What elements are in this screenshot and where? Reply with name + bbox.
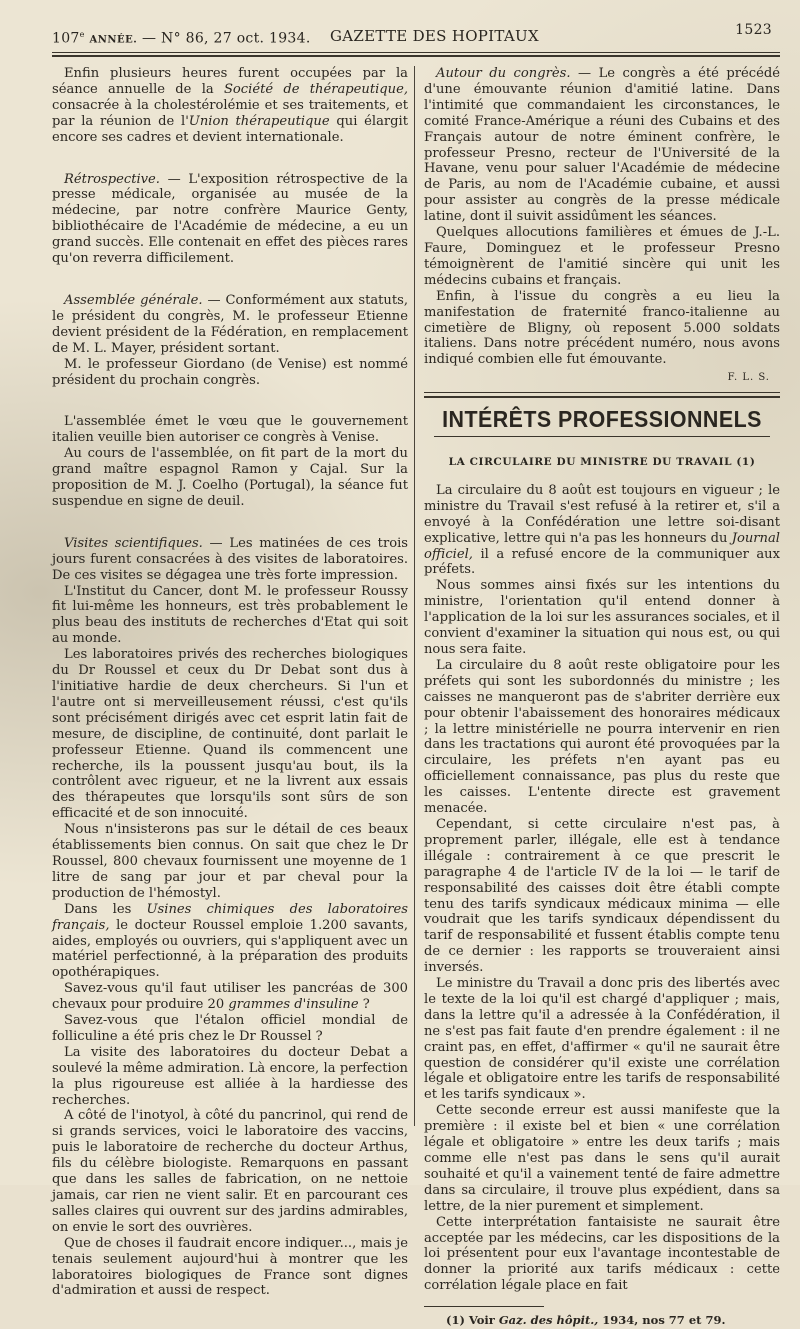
section-rule <box>424 392 780 393</box>
paragraph: Cette interprétation fantaisiste ne saurait être acceptée par les médecins, car les dispositions de la loi présentent pour eux l'avantage incontestable de donner la priorité aux tarifs médicaux : cette corrélation légale place en fait <box>424 1214 780 1294</box>
paragraph: Cette seconde erreur est aussi manifeste que la première : il existe bel et bien « une corrélation légale et obligatoire » entre les deux tarifs ; mais comme elle n'est pas dans le sens qu'il aurait souhaité et qu'il a vainement tenté de faire admettre dans sa circulaire, il trouve plus expédient, dans sa lettre, de la nier purement et simplement. <box>424 1103 780 1214</box>
paragraph: Enfin plusieurs heures furent occupées par la séance annuelle de la Société de thérapeutique, consacrée à la cholestérolémie et ses traitements, et par la réunion de l'Union thérapeutique qui élargit encore ses cadres et devient internationale. <box>52 66 408 145</box>
paragraph: Les laboratoires privés des recherches biologiques du Dr Roussel et ceux du Dr Debat sont dus à l'initiative hardie de deux chercheurs. Si l'un et l'autre ont si merveilleusement réussi, c'est qu'ils sont précisément dirigés avec cet esprit latin fait de mesure, de discipline, de continuité, dont parlait le professeur Etienne. Quand ils commencent une recherche, ils la poussent jusqu'au bout, ils la contrôlent avec rigueur, et ne la livrent aux essais des thérapeutes que lorsqu'ils sont sûrs de son efficacité et de son innocuité. <box>52 647 408 822</box>
title-underline <box>434 436 770 437</box>
footnote-rule <box>424 1306 544 1307</box>
paragraph: Enfin, à l'issue du congrès a eu lieu la manifestation de fraternité franco-italienne au cimetière de Bligny, où reposent 5.000 soldats italiens. Dans notre précédent numéro, nous avons indiqué combien elle fut émouvante. <box>424 288 780 368</box>
signature: F. L. S. <box>727 372 770 384</box>
paragraph: La circulaire du 8 août est toujours en vigueur ; le ministre du Travail s'est refusé à la retirer et, s'il a envoyé à la Confédération une lettre soi-disant explicative, lettre qui n'a pas les honneurs du Journal officiel, il a refusé encore de la communiquer aux préfets. <box>424 482 780 578</box>
header-rule-double <box>52 55 780 57</box>
paragraph: Que de choses il faudrait encore indiquer..., mais je tenais seulement aujourd'hui à montrer que les laboratoires biologiques de France sont dignes d'admiration et aussi de respect. <box>52 1235 408 1299</box>
header-rule <box>52 52 780 53</box>
paragraph: Quelques allocutions familières et émues de J.-L. Faure, Dominguez et le professeur Presno témoignèrent de l'amitié sincère qui unit les médecins cubains et français. <box>424 225 780 288</box>
paragraph-assemblee: Assemblée générale. — Conformément aux statuts, le président du congrès, M. le professeur Etienne devient président de la Fédération, en remplacement de M. L. Mayer, président sortant. <box>52 292 408 356</box>
paragraph: Cependant, si cette circulaire n'est pas, à proprement parler, illégale, elle est à tendance illégale : contrairement à ce que prescrit le paragraphe 4 de l'article IV de la loi — le tarif de responsabilité des caisses doit être établi compte tenu des tarifs syndicaux médicaux minima — elle voudrait que les tarifs syndicaux dépendissent du tarif de responsabilité et fussent établis compte tenu de ce dernier : les rapports se trouveraient ainsi inversés. <box>424 816 780 976</box>
paragraph: Nous n'insisterons pas sur le détail de ces beaux établissements bien connus. On sait que chez le Dr Roussel, 800 chevaux fournissent une moyenne de 1 litre de sang par jour et par cheval pour la production de l'hémostyl. <box>52 822 408 901</box>
paragraph-autour: Autour du congrès. — Le congrès a été précédé d'une émouvante réunion d'amitié latine. Dans l'intimité que commandaient les circonstances, le comité France-Amérique a réuni des Cubains et des Français autour de notre éminent confrère, le professeur Presno, recteur de l'Université de la Havane, venu pour saluer l'Académie de médecine de Paris, au nom de l'Académie cubaine, et aussi pour assister au congrès de la presse médicale latine, dont il suivit assidûment les séances. <box>424 66 780 225</box>
article-subhead: LA CIRCULAIRE DU MINISTRE DU TRAVAIL (1) <box>448 456 756 469</box>
paragraph: La circulaire du 8 août reste obligatoire pour les préfets qui sont les subordonnés du ministre ; les caisses ne manqueront pas de s'abriter derrière eux pour obtenir l'abaissement des honoraires médicaux ; la lettre ministérielle ne pourra intervenir en rien dans les tractations qui auront été provoquées par la circulaire, les préfets n'en ayant pas eu officiellement connaissance, pas plus du reste que les caisses. L'entente directe est gravement menacée. <box>424 657 780 817</box>
paragraph: Nous sommes ainsi fixés sur les intentions du ministre, l'orientation qu'il entend donner à l'application de la loi sur les assurances sociales, et il convient d'examiner la situation qui nous est, ou qui nous sera faite. <box>424 578 780 657</box>
paragraph: Au cours de l'assemblée, on fit part de la mort du grand maître espagnol Ramon y Cajal. Sur la proposition de M. J. Coelho (Portugal), la séance fut suspendue en signe de deuil. <box>52 446 408 509</box>
paragraph: Savez-vous que l'étalon officiel mondial de folliculine a été pris chez le Dr Roussel ? <box>52 1013 408 1044</box>
column-divider <box>414 66 415 1126</box>
page-number: 1523 <box>735 22 772 38</box>
footnote: (1) Voir Gaz. des hôpit., 1934, nos 77 et 79. <box>446 1313 726 1328</box>
paragraph: Le ministre du Travail a donc pris des libertés avec le texte de la loi qu'il est chargé d'appliquer ; mais, dans la lettre qu'il a adressée à la Confédération, il ne s'est pas fait faute d'en prendre également : il ne craint pas, en effet, d'affirmer « qu'il ne saurait être question de considérer qu'il existe une corrélation légale et obligatoire entre les tarifs de responsabilité et les tarifs syndicaux ». <box>424 976 780 1103</box>
paragraph: Dans les Usines chimiques des laboratoires français, le docteur Roussel emploie 1.200 savants, aides, employés ou ouvriers, qui s'appliquent avec un matériel perfectionné, à la préparation des produits opothérapiques. <box>52 901 408 981</box>
page-header <box>52 22 780 50</box>
paragraph-visites: Visites scientifiques. — Les matinées de ces trois jours furent consacrées à des visites de laboratoires. De ces visites se dégagea une très forte impression. <box>52 535 408 583</box>
paragraph-retrospective: Rétrospective. — L'exposition rétrospective de la presse médicale, organisée au musée de la médecine, par notre confrère Maurice Genty, bibliothécaire de l'Académie de médecine, a eu un grand succès. Elle contenait en effet des pièces rares qu'on reverra difficilement. <box>52 171 408 267</box>
paragraph: A côté de l'inotyol, à côté du pancrinol, qui rend de si grands services, voici le laboratoire des vaccins, puis le laboratoire de recherche du docteur Arthus, fils du célèbre biologiste. Remarquons en passant que dans les salles de fabrication, on ne nettoie jamais, car rien ne vient salir. Et en parcourant ces salles claires qui ouvrent sur des jardins admirables, on envie le sort des ouvrières. <box>52 1108 408 1235</box>
paragraph: L'assemblée émet le vœu que le gouvernement italien veuille bien autoriser ce congrès à Venise. <box>52 414 408 446</box>
journal-title: GAZETTE DES HOPITAUX <box>330 27 539 45</box>
section-rule-double <box>424 396 780 398</box>
paragraph: Savez-vous qu'il faut utiliser les pancréas de 300 chevaux pour produire 20 grammes d'insuline ? <box>52 981 408 1013</box>
right-column <box>424 66 780 1329</box>
paragraph: M. le professeur Giordano (de Venise) est nommé président du prochain congrès. <box>52 356 408 388</box>
paragraph: L'Institut du Cancer, dont M. le professeur Roussy fit lui-même les honneurs, est très probablement le plus beau des instituts de recherches d'Etat qui soit au monde. <box>52 583 408 647</box>
issue-info: 107e ANNÉE. — N° 86, 27 oct. 1934. <box>52 30 311 47</box>
section-title: INTÉRÊTS PROFESSIONNELS <box>442 406 762 433</box>
left-column <box>52 66 408 1299</box>
paragraph: La visite des laboratoires du docteur Debat a soulevé la même admiration. Là encore, la perfection la plus rigoureuse est alliée à la hardiesse des recherches. <box>52 1044 408 1108</box>
